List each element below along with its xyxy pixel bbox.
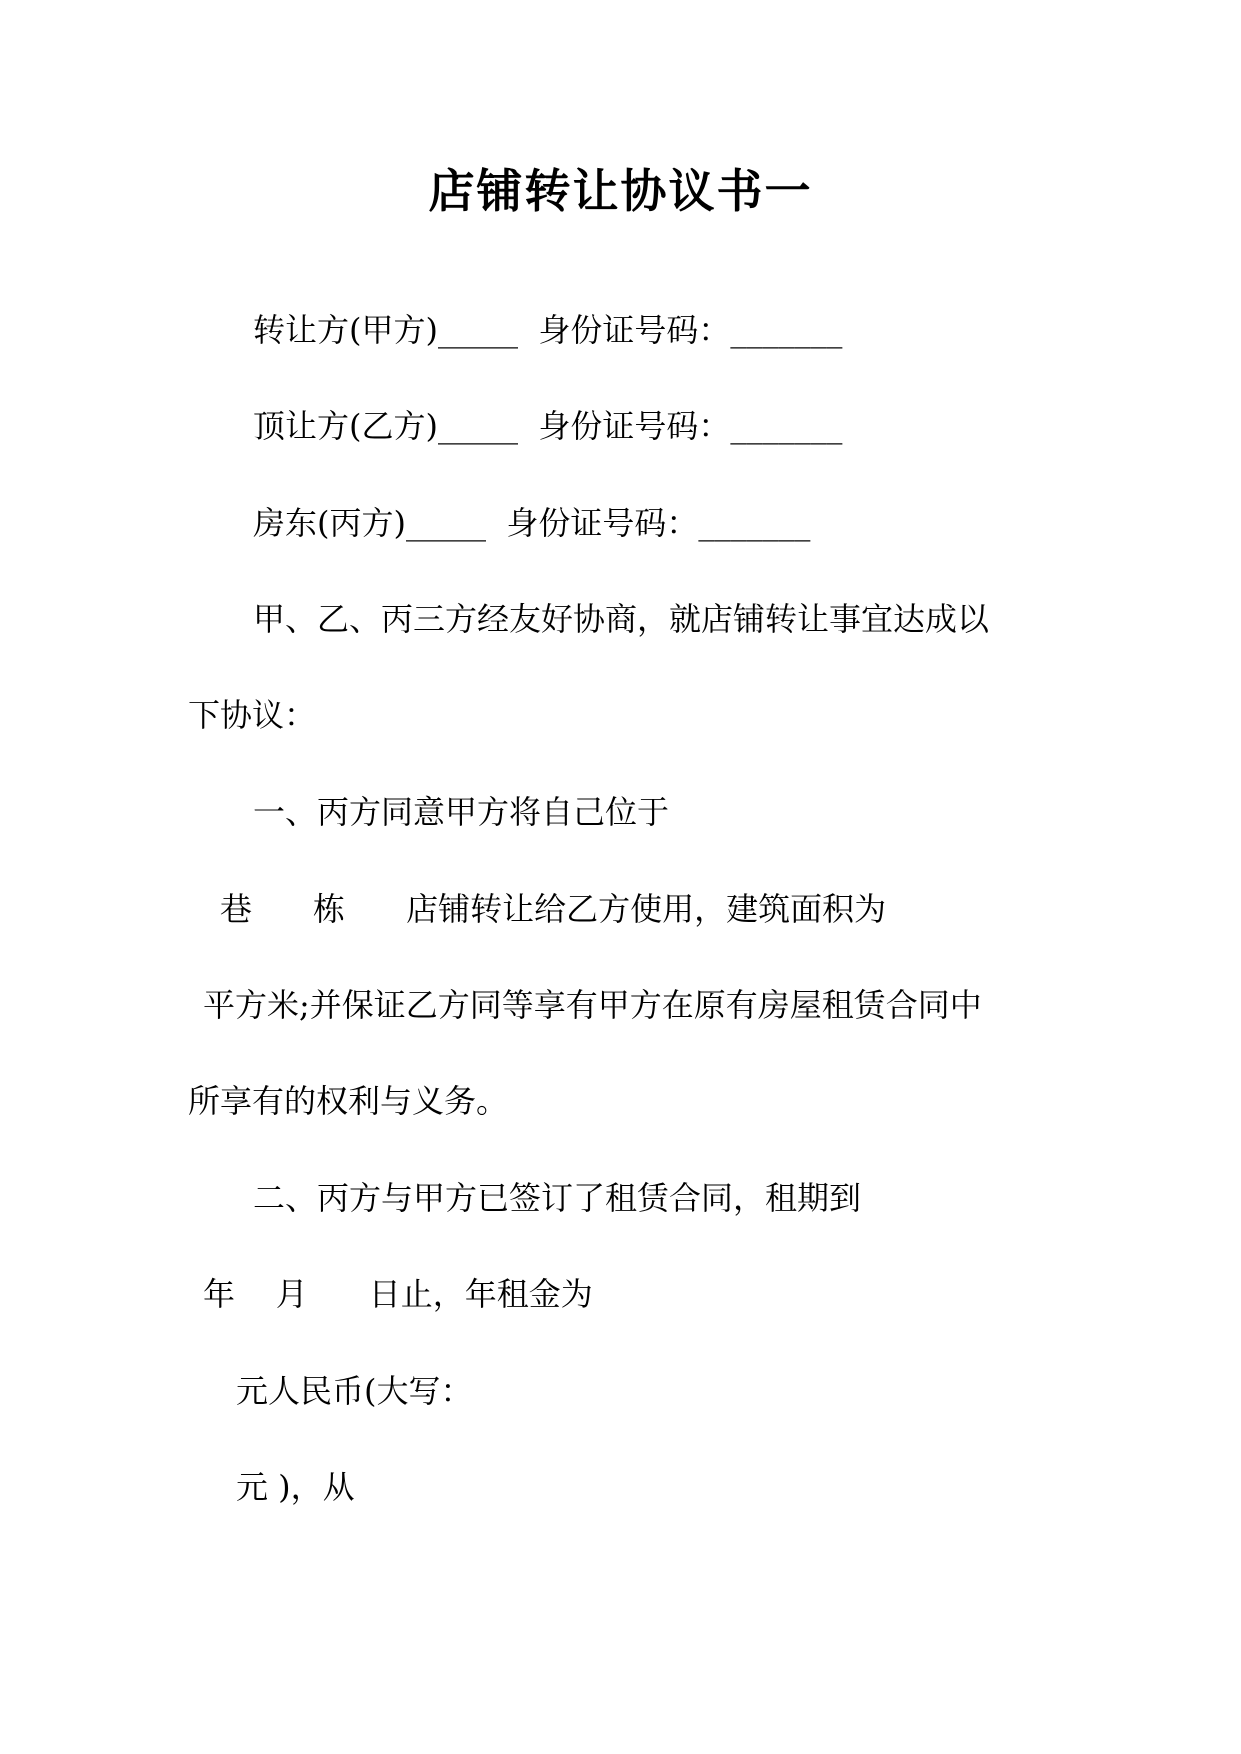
intro-paragraph-line-1: 甲、乙、丙三方经友好协商，就店铺转让事宜达成以 [253, 600, 990, 638]
landlord-line: 房东(丙方)_____ 身份证号码：_______ [253, 504, 811, 542]
document-title: 店铺转让协议书一 [428, 164, 813, 218]
transferor-line: 转让方(甲方)_____ 身份证号码：_______ [253, 311, 843, 349]
clause-1-line-1: 一、丙方同意甲方将自己位于 [253, 793, 670, 831]
clause-1-line-2: 巷 栋 店铺转让给乙方使用，建筑面积为 [220, 890, 887, 928]
clause-2-line-1: 二、丙方与甲方已签订了租赁合同，租期到 [253, 1179, 862, 1217]
intro-paragraph-line-2: 下协议： [188, 696, 317, 734]
clause-2-line-3: 元人民币(大写： [236, 1372, 473, 1410]
transferee-line: 顶让方(乙方)_____ 身份证号码：_______ [253, 407, 843, 445]
clause-1-line-4: 所享有的权利与义务。 [188, 1082, 509, 1120]
clause-2-line-4: 元 )，从 [236, 1468, 355, 1506]
clause-2-line-2: 年 月 日止，年租金为 [203, 1275, 593, 1313]
clause-1-line-3: 平方米;并保证乙方同等享有甲方在原有房屋租赁合同中 [203, 986, 982, 1024]
